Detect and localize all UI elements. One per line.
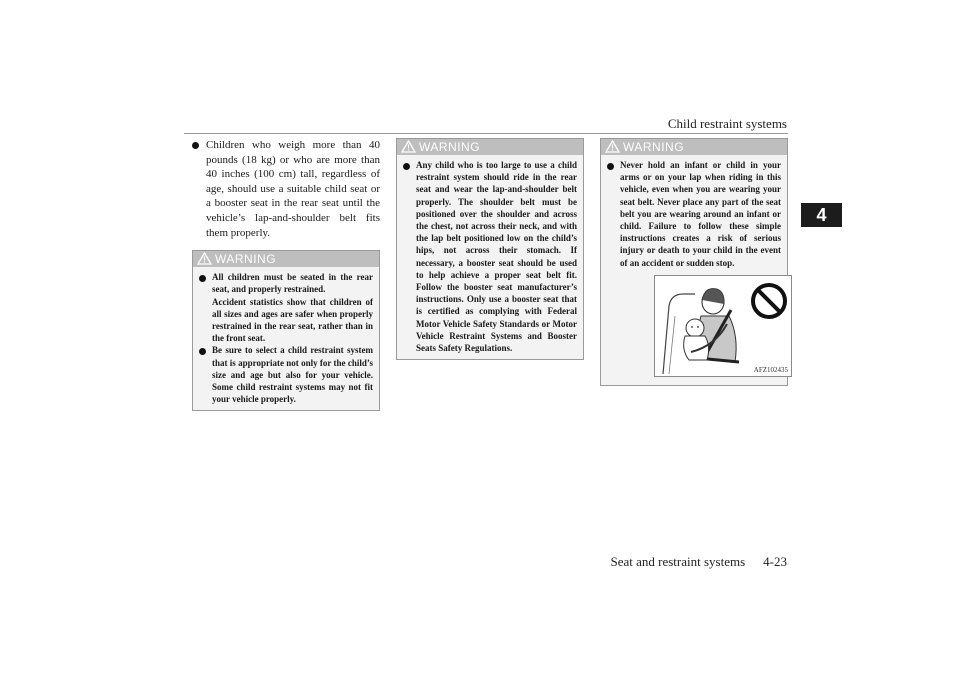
bullet-icon: [199, 275, 206, 282]
footer-section-title: Seat and restraint systems: [610, 554, 746, 569]
warning-item: [199, 344, 373, 405]
bullet-icon: [192, 142, 199, 149]
adult-holding-child-prohibited-icon: [655, 276, 791, 376]
warning-header: [601, 139, 787, 155]
column-2: [396, 138, 584, 360]
warning-triangle-icon: [197, 252, 212, 265]
warning-box-2: [396, 138, 584, 360]
footer: [610, 554, 787, 570]
warning-box-1: [192, 250, 380, 411]
warning-text: Be sure to select a child restraint system that is appropriate not only for the child’s size and age but also for your vehicle. Some child restraint systems may not fit your vehicle properly.: [212, 345, 373, 405]
bullet-icon: [607, 163, 614, 170]
warning-triangle-icon: [401, 140, 416, 153]
warning-item: [403, 159, 577, 354]
warning-text: Any child who is too large to use a child restraint system should ride in the rear seat and wear the lap-and-shoulder belt properly. The shoulder belt must be positioned over the shoulder and across the chest, not across their neck, and with the lap belt positioned low on the child’s hips, not across their stomach. If necessary, a booster seat should be used to help achieve a proper seat belt fit. Follow the booster seat manufacturer’s instructions. Only use a booster seat that is certified as complying with Federal Motor Vehicle Safety Standards or Motor Vehicle Restraint Systems and Booster Seats Safety Regulations.: [416, 160, 577, 354]
warning-label: WARNING: [215, 252, 277, 267]
warning-item: [607, 159, 781, 269]
warning-header: [193, 251, 379, 267]
warning-body: [601, 155, 787, 385]
warning-body: [193, 267, 379, 410]
child-on-lap-illustration: [654, 275, 792, 377]
warning-triangle-icon: [605, 140, 620, 153]
warning-body: [397, 155, 583, 359]
warning-text: Accident statistics show that children of all sizes and ages are safer when properly restrained in the rear seat, rather than in the front seat.: [212, 296, 373, 344]
chapter-tab: 4: [801, 203, 842, 227]
bullet-icon: [199, 348, 206, 355]
warning-box-3: [600, 138, 788, 386]
intro-bullet: [192, 138, 380, 240]
warning-item: [199, 271, 373, 344]
running-header-title: Child restraint systems: [667, 116, 787, 131]
warning-text: Never hold an infant or child in your arms or on your lap when riding in this vehicle, even when you are wearing your seat belt. Never place any part of the seat belt you are wearing around an infant or child. Failure to follow these simple instructions creates a risk of serious injury or death to your child in the event of an accident or sudden stop.: [620, 160, 781, 268]
header-rule: [184, 133, 788, 134]
page-number: 4-23: [763, 554, 787, 569]
intro-text: Children who weigh more than 40 pounds (18 kg) or who are more than 40 inches (100 cm) tall, regardless of age, should use a suitable child seat or a booster seat in the rear seat until the vehicle’s lap-and-shoulder belt fits them properly.: [206, 139, 380, 239]
warning-header: [397, 139, 583, 155]
bullet-icon: [403, 163, 410, 170]
warning-label: WARNING: [623, 140, 685, 154]
column-1: [192, 138, 380, 411]
figure-code: AFZ102435: [753, 365, 788, 374]
column-3: [600, 138, 788, 386]
warning-text: All children must be seated in the rear seat, and properly restrained.: [212, 272, 373, 295]
warning-label: WARNING: [419, 140, 481, 154]
